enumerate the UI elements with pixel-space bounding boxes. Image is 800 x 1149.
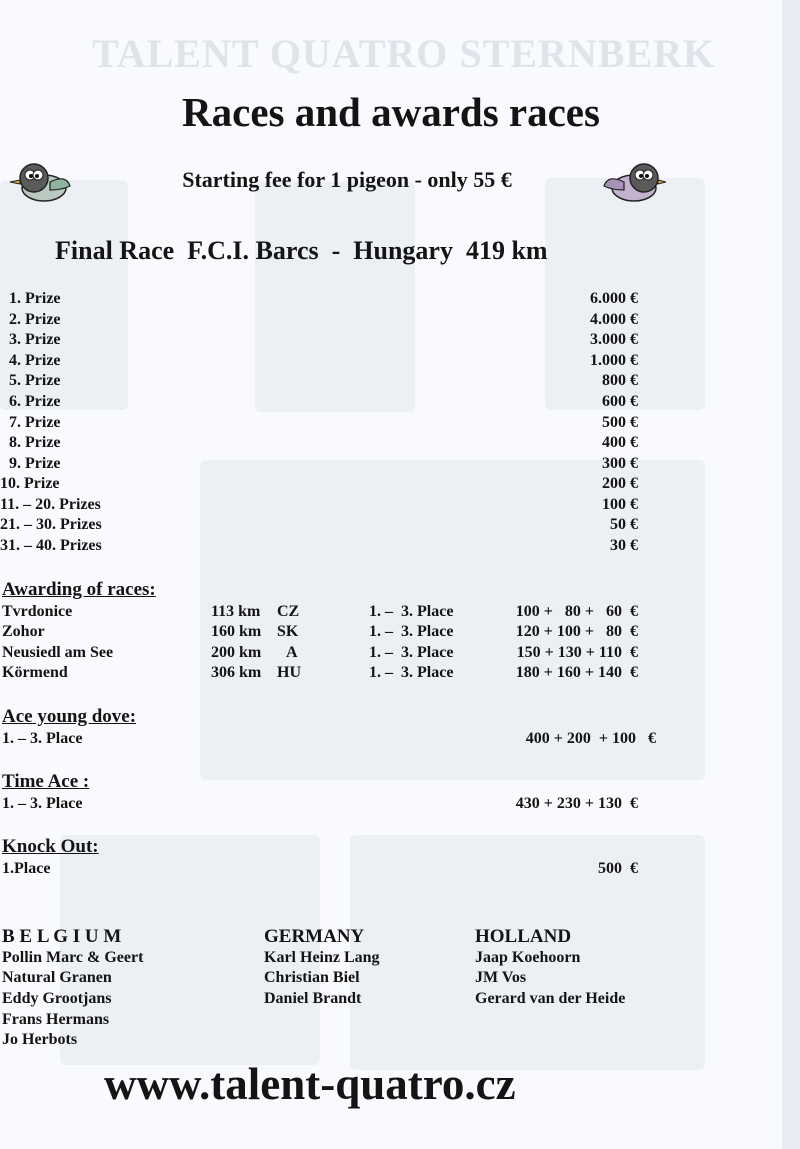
race-name: Zohor <box>2 623 45 640</box>
participant-name: Jo Herbots <box>2 1031 78 1048</box>
race-country: A <box>286 644 298 661</box>
participant-name: Jaap Koehoorn <box>475 949 581 966</box>
list-item <box>9 371 61 391</box>
prize-amount: 500 € <box>602 414 638 431</box>
prize-amount: 400 € <box>602 434 638 451</box>
prize-amount: 600 € <box>602 393 638 410</box>
page-title: Races and awards races <box>182 89 600 135</box>
list-item <box>9 454 61 474</box>
list-item <box>0 474 60 494</box>
prize-label: 11. – 20. Prizes <box>0 496 101 513</box>
time-ace-place: 1. – 3. Place <box>2 795 83 812</box>
prize-label: 31. – 40. Prizes <box>0 537 102 554</box>
race-country: HU <box>277 664 301 681</box>
race-place: 1. – 3. Place <box>369 623 454 640</box>
race-name: Neusiedl am See <box>2 644 114 661</box>
race-distance: 113 km <box>211 603 261 620</box>
list-item <box>0 495 101 515</box>
list-item <box>9 392 61 412</box>
participant-name: Pollin Marc & Geert <box>2 949 144 966</box>
prize-amount: 800 € <box>602 372 638 389</box>
list-item <box>9 351 61 371</box>
race-country: SK <box>277 623 299 640</box>
background-photo-center <box>255 182 415 412</box>
prize-label: 1. Prize <box>9 290 61 307</box>
starting-fee: Starting fee for 1 pigeon - only 55 € <box>182 167 512 192</box>
participant-name: Eddy Grootjans <box>2 990 112 1007</box>
list-item <box>9 289 61 309</box>
participant-name: Karl Heinz Lang <box>264 949 380 966</box>
prize-label: 21. – 30. Prizes <box>0 516 102 533</box>
prize-amount: 6.000 € <box>590 290 638 307</box>
prize-amount: 4.000 € <box>590 311 638 328</box>
race-distance: 160 km <box>211 623 262 640</box>
participant-name: JM Vos <box>475 969 527 986</box>
prize-label: 9. Prize <box>9 455 61 472</box>
country-belgium: B E L G I U M <box>2 926 122 947</box>
participant-name: Daniel Brandt <box>264 990 362 1007</box>
participant-name: Natural Granen <box>2 969 112 986</box>
ace-young-prizes: 400 + 200 + 100 € <box>525 730 656 747</box>
participant-name: Frans Hermans <box>2 1011 110 1028</box>
race-prizes: 150 + 130 + 110 € <box>516 644 638 661</box>
prize-label: 10. Prize <box>0 475 60 492</box>
participant-name: Christian Biel <box>264 969 360 986</box>
race-distance: 200 km <box>211 644 262 661</box>
race-prizes: 100 + 80 + 60 € <box>515 603 638 620</box>
race-name: Körmend <box>2 664 68 681</box>
page-edge <box>782 0 800 1149</box>
knock-out-prize: 500 € <box>598 860 638 877</box>
prize-amount: 300 € <box>602 455 638 472</box>
prize-amount: 1.000 € <box>590 352 638 369</box>
list-item <box>0 536 102 556</box>
list-item <box>9 413 61 433</box>
knock-out-heading: Knock Out: <box>2 836 99 857</box>
prize-amount: 100 € <box>602 496 638 513</box>
final-race-heading: Final Race F.C.I. Barcs - Hungary 419 km <box>55 236 548 265</box>
prize-label: 7. Prize <box>9 414 61 431</box>
knock-out-place: 1.Place <box>2 860 51 877</box>
prize-amount: 30 € <box>610 537 638 554</box>
prize-amount: 50 € <box>610 516 638 533</box>
race-place: 1. – 3. Place <box>369 644 454 661</box>
prize-amount: 200 € <box>602 475 638 492</box>
race-name: Tvrdonice <box>2 603 73 620</box>
prize-label: 2. Prize <box>9 311 61 328</box>
race-place: 1. – 3. Place <box>369 664 454 681</box>
time-ace-prizes: 430 + 230 + 130 € <box>515 795 638 812</box>
prize-label: 6. Prize <box>9 393 61 410</box>
list-item <box>9 433 61 453</box>
race-prizes: 180 + 160 + 140 € <box>515 664 638 681</box>
country-germany: GERMANY <box>264 926 365 947</box>
time-ace-heading: Time Ace : <box>2 771 90 792</box>
prize-amount: 3.000 € <box>590 331 638 348</box>
race-distance: 306 km <box>211 664 262 681</box>
race-prizes: 120 + 100 + 80 € <box>515 623 638 640</box>
ace-young-place: 1. – 3. Place <box>2 730 83 747</box>
prize-label: 5. Prize <box>9 372 61 389</box>
participant-name: Gerard van der Heide <box>475 990 626 1007</box>
prize-label: 8. Prize <box>9 434 61 451</box>
list-item <box>0 515 102 535</box>
race-country: CZ <box>277 603 300 620</box>
country-holland: HOLLAND <box>475 926 572 947</box>
prize-label: 4. Prize <box>9 352 61 369</box>
awarding-heading: Awarding of races: <box>2 579 156 600</box>
race-place: 1. – 3. Place <box>369 603 454 620</box>
list-item <box>9 330 61 350</box>
list-item <box>9 310 61 330</box>
website-link[interactable]: www.talent-quatro.cz <box>104 1059 516 1109</box>
watermark-logo: TALENT QUATRO STERNBERK <box>92 31 716 76</box>
ace-young-heading: Ace young dove: <box>2 706 137 727</box>
prize-label: 3. Prize <box>9 331 61 348</box>
